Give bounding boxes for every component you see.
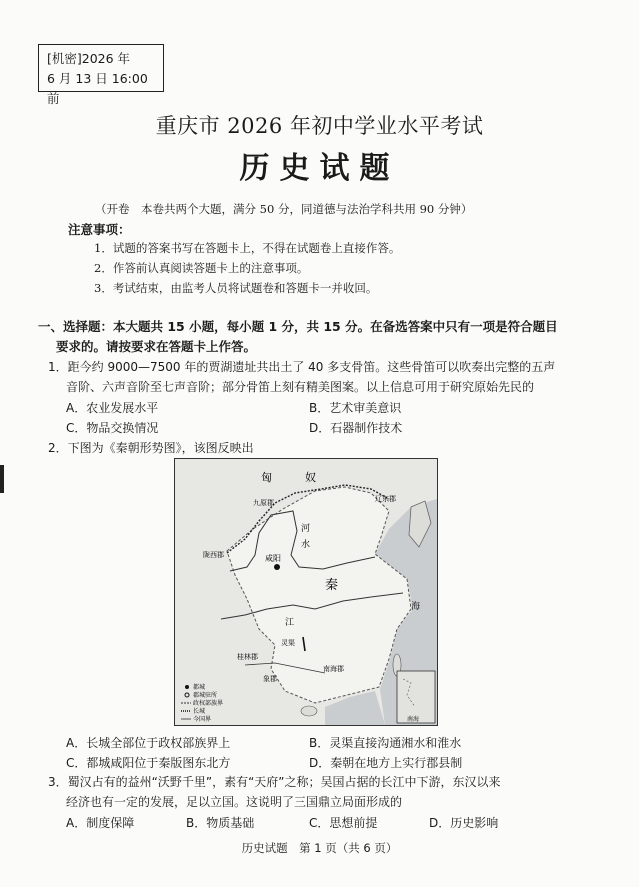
label-guilin: 桂林郡 (237, 653, 258, 661)
q1-line2: 音阶、六声音阶至七声音阶；部分骨笛上刻有精美图案。以上信息可用于研究原始先民的 (66, 380, 535, 394)
section-heading (38, 317, 598, 357)
legend-modern-border: 今国界 (193, 716, 212, 723)
q1-option-d: D．石器制作技术 (309, 421, 403, 435)
question-3-stem (48, 772, 608, 812)
subject-title: 历史试题 (239, 151, 400, 186)
label-jiang: 江 (285, 618, 295, 628)
q2-option-c: C．都城咸阳位于秦版图东北方 (66, 756, 231, 770)
label-shui: 水 (301, 540, 311, 550)
notice-item-3: 3．考试结束，由监考人员将试题卷和答题卡一并收回。 (94, 281, 378, 295)
q3-option-d: D．历史影响 (429, 816, 499, 830)
q3-option-c: C．思想前提 (309, 816, 378, 830)
capital-marker (274, 564, 280, 570)
confidential-box (38, 44, 164, 106)
label-xiang: 象郡 (263, 675, 277, 683)
page-footer: 历史试题 第 1 页（共 6 页） (241, 841, 398, 855)
label-jiuyuan: 九原郡 (253, 499, 274, 507)
binding-mark (0, 465, 4, 493)
label-hai: 海 (411, 602, 421, 612)
q3-option-a: A．制度保障 (66, 816, 135, 830)
notice-heading: 注意事项： (68, 222, 131, 237)
legend-wall: 长城 (193, 708, 206, 715)
label-qin: 秦 (325, 578, 339, 593)
q1-option-b: B．艺术审美意识 (309, 401, 402, 415)
q3-option-b: B．物质基础 (186, 816, 255, 830)
legend-border: 政权部族界 (193, 700, 224, 707)
confidential-line2: 6 月 13 日 16:00 前 (47, 71, 148, 106)
section-line2: 要求的。请按要求在答题卡上作答。 (56, 339, 257, 354)
exam-subtitle: （开卷 本卷共两个大题，满分 50 分，同道德与法治学科共用 90 分钟） (95, 202, 473, 216)
q3-line2: 经济也有一定的发展，足以立国。这说明了三国鼎立局面形成的 (66, 795, 403, 809)
label-xianyang: 咸阳 (265, 554, 281, 563)
label-nanhai-jun: 南海郡 (323, 665, 344, 673)
notice-item-1: 1．试题的答案书写在答题卡上，不得在试题卷上直接作答。 (94, 241, 401, 255)
map-drawing (175, 459, 437, 725)
label-he: 河 (301, 524, 311, 534)
confidential-line1: [机密]2026 年 (47, 51, 131, 66)
map-legend (181, 683, 223, 723)
qin-dynasty-map (174, 458, 438, 726)
label-lingqu: 灵渠 (281, 639, 295, 647)
exam-title: 重庆市 2026 年初中学业水平考试 (155, 114, 484, 138)
label-longxi: 陇西郡 (203, 551, 224, 559)
q2-option-d: D．秦朝在地方上实行郡县制 (309, 756, 463, 770)
q1-line1: 1．距今约 9000—7500 年的贾湖遗址共出土了 40 多支骨笛。这些骨笛可以吹奏出完整的五声 (48, 360, 556, 374)
q2-option-b: B．灵渠直接沟通湘水和淮水 (309, 736, 462, 750)
section-line1: 一、选择题：本大题共 15 小题，每小题 1 分，共 15 分。在备选答案中只有一项是符合题目 (38, 319, 558, 334)
legend-capital: 都城 (193, 684, 206, 691)
label-nanhai-inset: 南海 (407, 716, 420, 723)
q3-line1: 3．蜀汉占有的益州“沃野千里”，素有“天府”之称；吴国占据的长江中下游，东汉以来 (48, 775, 501, 789)
q1-option-a: A．农业发展水平 (66, 401, 159, 415)
question-1-stem (48, 357, 608, 397)
label-xiongnu-1: 匈 (261, 471, 272, 484)
question-2-stem: 2．下图为《秦朝形势图》，该图反映出 (48, 441, 254, 455)
legend-commandery: 郡城驻所 (193, 692, 218, 699)
label-xiongnu-2: 奴 (305, 471, 316, 484)
q1-option-c: C．物品交换情况 (66, 421, 159, 435)
notice-item-2: 2．作答前认真阅读答题卡上的注意事项。 (94, 261, 309, 275)
q2-option-a: A．长城全部位于政权部族界上 (66, 736, 231, 750)
label-liaodong: 辽东郡 (375, 495, 396, 503)
hainan-island (301, 706, 317, 716)
